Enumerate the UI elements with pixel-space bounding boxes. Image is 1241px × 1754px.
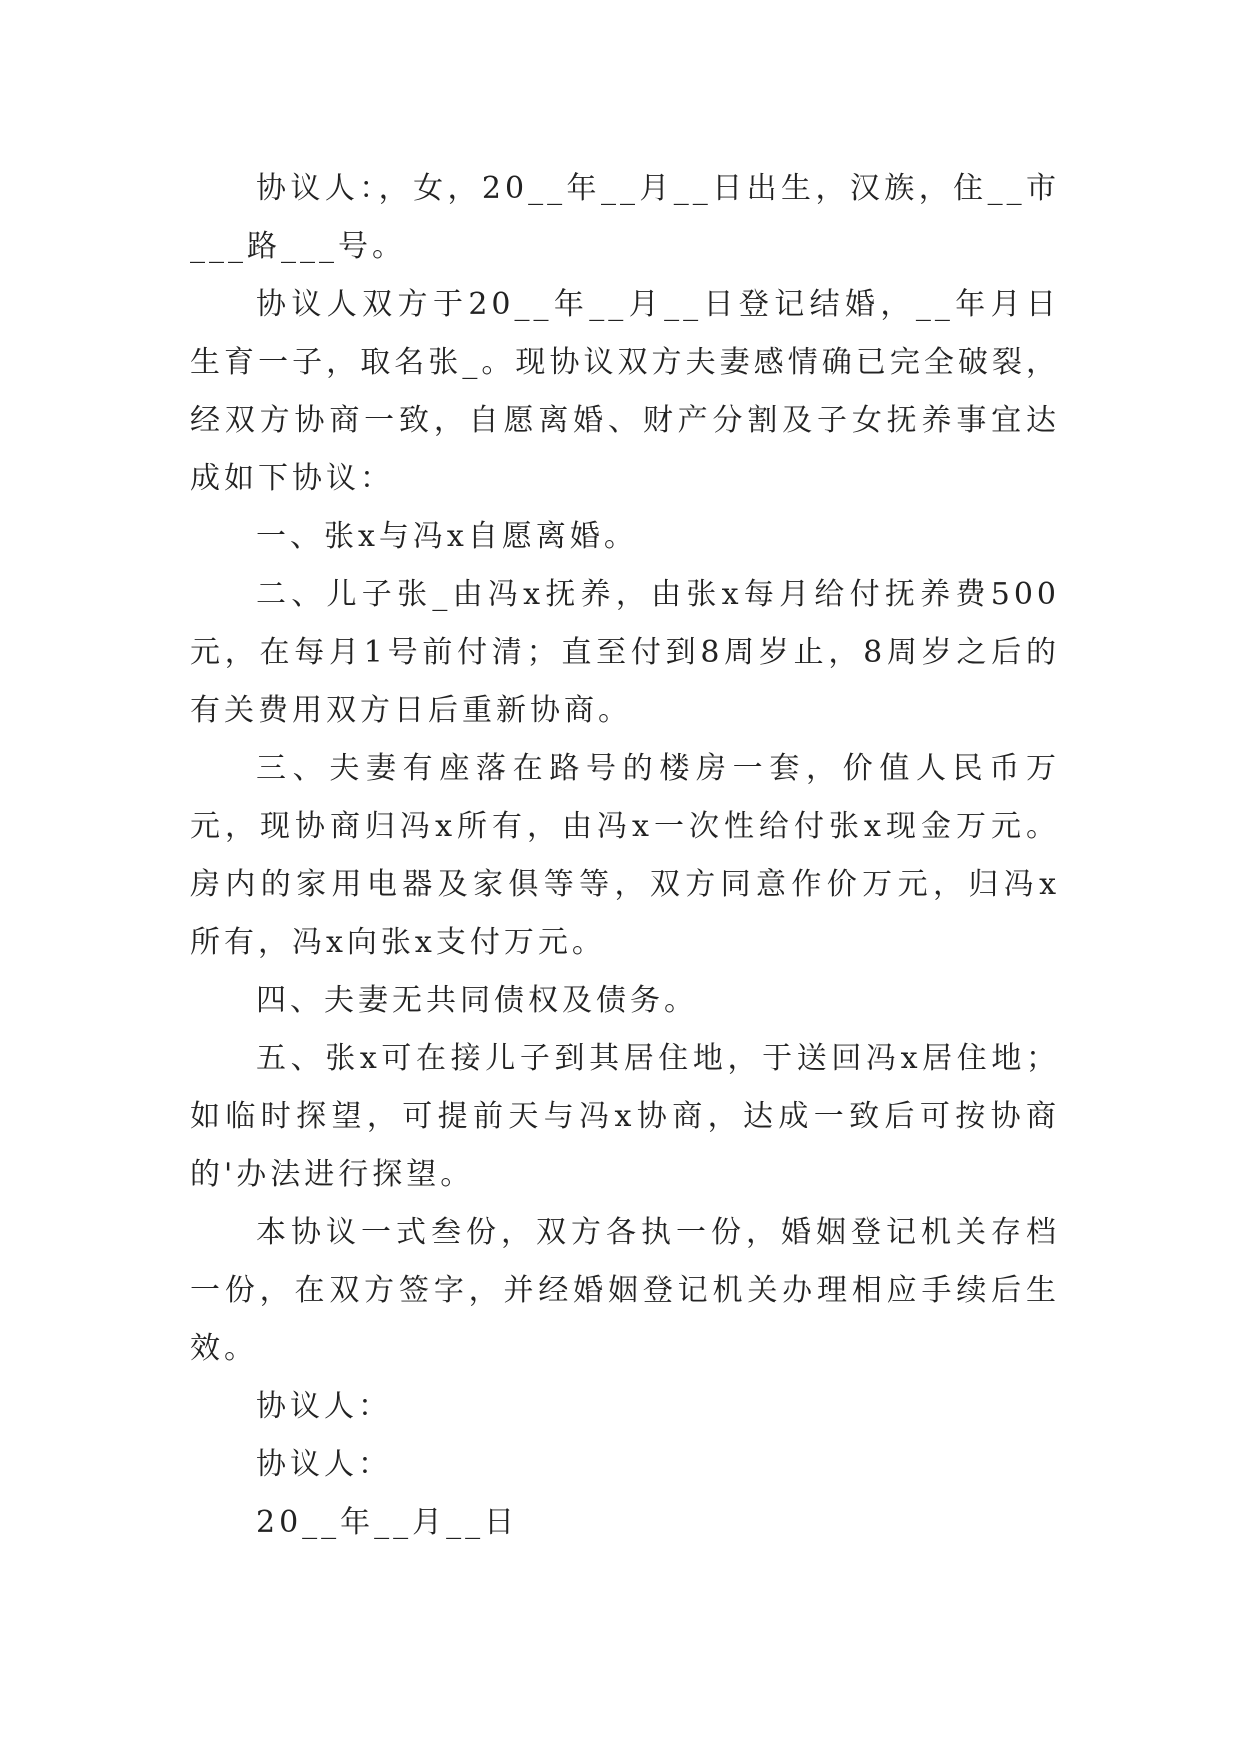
signature-line-1: 协议人： — [256, 1389, 392, 1424]
paragraph-validity: 本协议一式叁份，双方各执一份，婚姻登记机关存档一份，在双方签字，并经婚姻登记机关办理相应手续后生效。 — [190, 1215, 1060, 1366]
clause-2: 二、儿子张_由冯x抚养，由张x每月给付抚养费500元，在每月1号前付清；直至付到8周岁止，8周岁之后的有关费用双方日后重新协商。 — [190, 577, 1060, 728]
clause-1: 一、张x与冯x自愿离婚。 — [256, 519, 638, 554]
document-body — [190, 160, 1060, 1552]
signature-line-2: 协议人： — [256, 1447, 392, 1482]
clause-4: 四、夫妻无共同债权及债务。 — [256, 983, 698, 1018]
clause-5: 五、张x可在接儿子到其居住地，于送回冯x居住地；如临时探望，可提前天与冯x协商，达成一致后可按协商的'办法进行探望。 — [190, 1041, 1060, 1192]
paragraph-preamble: 协议人双方于20__年__月__日登记结婚，__年月日生育一子，取名张_。现协议双方夫妻感情确已完全破裂，经双方协商一致，自愿离婚、财产分割及子女抚养事宜达成如下协议： — [190, 287, 1060, 496]
clause-3: 三、夫妻有座落在路号的楼房一套，价值人民币万元，现协商归冯x所有，由冯x一次性给付张x现金万元。房内的家用电器及家俱等等，双方同意作价万元，归冯x所有，冯x向张x支付万元。 — [190, 751, 1060, 960]
date-line: 20__年__月__日 — [256, 1505, 519, 1540]
paragraph-party-info: 协议人：，女，20__年__月__日出生，汉族，住__市___路___号。 — [190, 171, 1060, 264]
